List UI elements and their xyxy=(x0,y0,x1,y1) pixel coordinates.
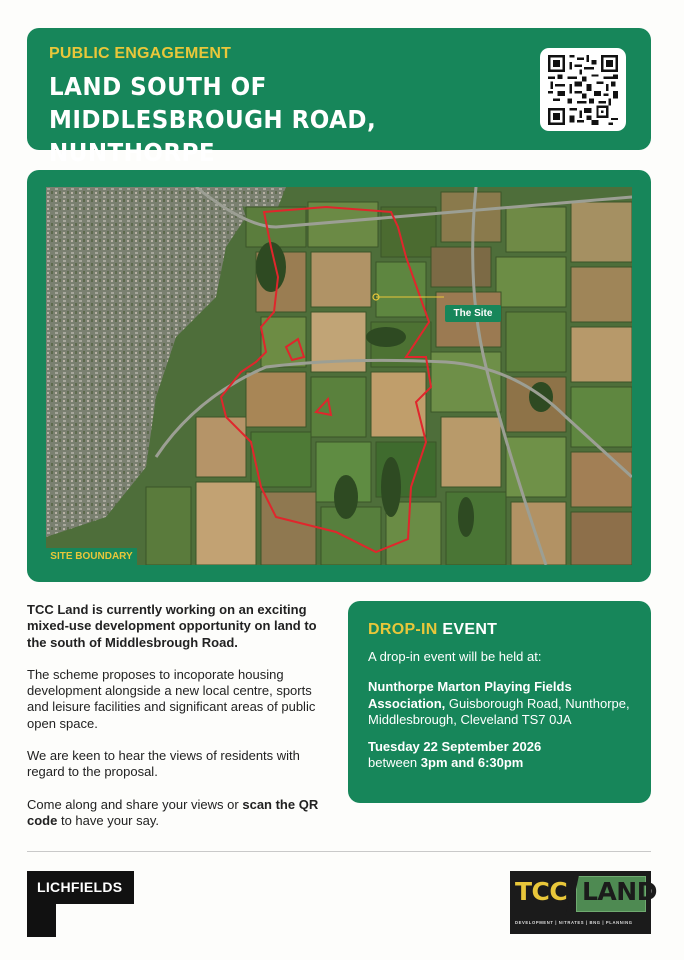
intro-views: We are keen to hear the views of residents with regard to the proposal. xyxy=(27,748,300,780)
site-boundary-label: SITE BOUNDARY xyxy=(46,548,137,565)
tcc-land-logo: TCC LAND DEVELOPMENT | NITRATES | BNG | PLANNING xyxy=(510,871,651,934)
event-panel xyxy=(348,601,651,803)
qr-code-icon xyxy=(547,55,619,125)
site-label: The Site xyxy=(445,305,501,322)
event-date: Tuesday 22 September 2026 xyxy=(368,739,542,755)
divider xyxy=(27,851,651,852)
intro-cta: Come along and share your views or scan the QR code to have your say. xyxy=(27,796,319,828)
aerial-map xyxy=(46,187,632,565)
event-venue: Nunthorpe Marton Playing Fields Association, Guisborough Road, Nunthorpe, Middlesbrough, Cleveland TS7 0JA xyxy=(368,679,630,727)
event-datetime: Tuesday 22 September 2026 between 3pm and 6:30pm xyxy=(368,739,542,771)
map-panel xyxy=(27,170,651,582)
intro-lead: TCC Land is currently working on an exciting mixed-use development opportunity on land to the south of Middlesbrough Road. xyxy=(27,602,317,650)
header-panel xyxy=(27,28,651,167)
kicker: PUBLIC ENGAGEMENT xyxy=(49,45,232,62)
event-time: 3pm and 6:30pm xyxy=(420,755,524,771)
event-intro: A drop-in event will be held at: xyxy=(368,649,542,664)
site-map xyxy=(46,187,632,565)
intro-scheme: The scheme proposes to incoporate housing development alongside a new local centre, sports and leisure facilities and significant areas of public open space. xyxy=(27,666,316,731)
lichfields-logo: LICHFIELDS xyxy=(27,871,134,937)
intro-text xyxy=(27,602,327,845)
qr-code[interactable] xyxy=(540,48,626,131)
page-title: LAND SOUTH OF MIDDLESBROUGH ROAD, NUNTHORPE xyxy=(49,72,377,167)
event-heading: DROP-IN EVENT xyxy=(368,621,498,638)
